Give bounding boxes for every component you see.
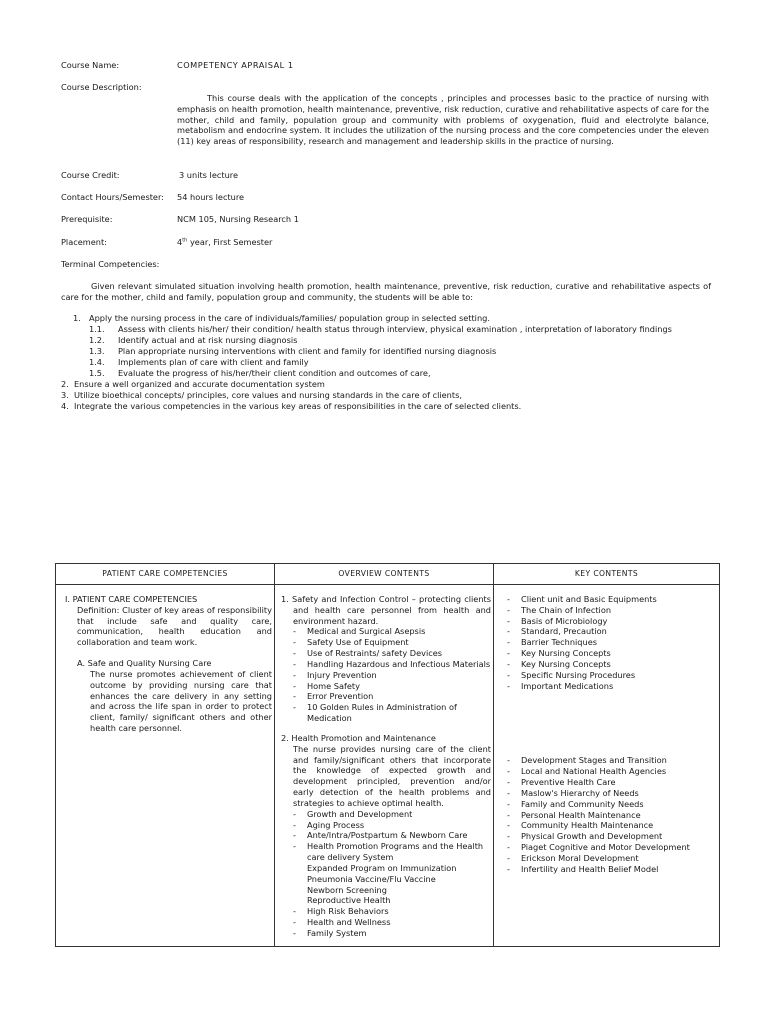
header-patient-care-competencies: PATIENT CARE COMPETENCIES [56, 564, 275, 585]
sub-list-item: Expanded Program on Immunization [307, 862, 457, 873]
course-description-text: This course deals with the application of the concepts , principles and processes basic to the practice of nursing with emphasis on health promotion, health maintenance, preventive, risk reduction, curative and rehabilitative aspects of care for the mother, child and family, population group and community with problems of oxygenation, fluid and electrolyte balance, metabolism and endocrine system. It includes the utilization of the nursing process and the core competencies under the eleven (11) key areas of responsibility, research and management and leadership skills in the practice of nursing. [177, 93, 709, 147]
bullet-dash: - [293, 658, 296, 669]
bullet-dash: - [293, 830, 296, 841]
header-overview-contents: OVERVIEW CONTENTS [275, 564, 494, 585]
section-heading: I. PATIENT CARE COMPETENCIES [65, 594, 198, 604]
health-promotion-text: The nurse provides nursing care of the client and family/significant others that incorporate the knowledge of expected growth and development principled, prevention and/or early detection of the health problems and strategies to achieve optimal health. [293, 743, 491, 808]
list-item [281, 906, 491, 917]
bullet-dash: - [293, 626, 296, 637]
bullet-dash: - [293, 927, 296, 938]
list-item-text: Preventive Health Care [521, 777, 616, 788]
sub-list-item: Newborn Screening [307, 884, 387, 895]
list-item [61, 379, 721, 390]
list-item [507, 755, 717, 766]
list-item [281, 681, 491, 692]
bullet-dash: - [293, 669, 296, 680]
list-item-text: Health and Wellness [307, 917, 391, 928]
list-item [61, 401, 721, 412]
sub-item-number: 1.3. [89, 346, 105, 356]
terminal-intro [61, 281, 711, 303]
list-item [281, 917, 491, 928]
course-credit-label: Course Credit: [61, 170, 120, 180]
bullet-dash: - [293, 808, 296, 819]
list-item-text: Standard, Precaution [521, 626, 607, 637]
bullet-dash: - [507, 626, 510, 637]
list-item [281, 670, 491, 681]
list-item [507, 659, 717, 670]
list-item-text: Barrier Techniques [521, 637, 597, 648]
placement-suffix: th [182, 237, 188, 244]
sub-list-item [61, 368, 721, 379]
list-item [507, 788, 717, 799]
list-item-number: 1. [73, 313, 81, 323]
bullet-dash: - [507, 637, 510, 648]
list-item-text: Health Promotion Programs and the Health care delivery System [307, 841, 484, 863]
list-item-number: 4. [61, 401, 69, 411]
list-item-text: Error Prevention [307, 691, 374, 702]
list-item-text: Specific Nursing Procedures [521, 669, 636, 680]
contact-hours-value: 54 hours lecture [177, 192, 245, 202]
bullet-dash: - [507, 680, 510, 691]
list-item-number: 2. [61, 379, 69, 389]
sub-list-item: Pneumonia Vaccine/Flu Vaccine [307, 873, 436, 884]
health-promotion-title: 2. Health Promotion and Maintenance [281, 732, 436, 743]
sub-item-text: Plan appropriate nursing interventions with client and family for identified nursing diagnosis [118, 346, 497, 356]
list-item-text: Community Health Maintenance [521, 820, 654, 831]
list-item-text: Use of Restraints/ safety Devices [307, 648, 443, 659]
list-item-text: Important Medications [521, 680, 614, 691]
placement-value [177, 237, 272, 248]
list-item [507, 842, 717, 853]
list-item [507, 799, 717, 810]
list-item [281, 809, 491, 820]
list-item-text: Home Safety [307, 680, 360, 691]
sub-item-number: 1.2. [89, 335, 105, 345]
course-name-label: Course Name: [61, 60, 120, 70]
bullet-dash: - [507, 648, 510, 659]
sub-item-number: 1.1. [89, 324, 105, 334]
placement-label: Placement: [61, 237, 107, 247]
sub-item-number: 1.4. [89, 357, 105, 367]
list-item [281, 626, 491, 637]
bullet-dash: - [293, 691, 296, 702]
safety-infection-title: 1. Safety and Infection Control – protecting clients and health care personnel from health and environment hazard. [281, 594, 491, 626]
list-item [61, 390, 721, 401]
subsection-heading: A. Safe and Quality Nursing Care [77, 658, 212, 669]
list-item-number: 3. [61, 390, 69, 400]
list-item [281, 659, 491, 670]
placement-number: 4 [177, 237, 183, 247]
header-key-contents: KEY CONTENTS [494, 564, 720, 585]
placement-text: year, First Semester [187, 237, 273, 247]
list-item-text: Integrate the various competencies in the various key areas of responsibilities in the care of selected clients. [74, 401, 522, 411]
list-item-text: Apply the nursing process in the care of individuals/families/ population group in selected setting. [89, 313, 490, 323]
list-item [507, 670, 717, 681]
list-item-text: Client unit and Basic Equipments [521, 594, 657, 604]
list-item [281, 648, 491, 659]
list-item-text: Basis of Microbiology [521, 615, 608, 626]
list-item-text: Utilize bioethical concepts/ principles, core values and nursing standards in the care of clients, [74, 390, 462, 400]
list-item-text: Key Nursing Concepts [521, 648, 611, 659]
sub-item-text: Evaluate the progress of his/her/their client condition and outcomes of care, [118, 368, 431, 378]
list-item [281, 702, 491, 724]
terminal-intro-text: Given relevant simulated situation involving health promotion, health maintenance, preventive, risk reduction, curative and rehabilitative aspects of care for the mother, child and family, population group and community, the students will be able to: [61, 281, 711, 302]
bullet-dash: - [293, 637, 296, 648]
list-item [507, 616, 717, 627]
course-name-value: COMPETENCY APRAISAL 1 [177, 60, 294, 70]
subsection-text: The nurse promotes achievement of client outcome by providing nursing care that enhances the care delivery in any setting and across the life span in order to protect client, family/ significant others and other health care personnel. [90, 668, 272, 734]
competency-table [55, 563, 720, 947]
list-item [507, 853, 717, 864]
patient-care-cell [56, 585, 275, 947]
list-item-text: Infertility and Health Belief Model [521, 863, 659, 874]
list-item-text: Handling Hazardous and Infectious Materials [307, 658, 491, 669]
list-item-text: Growth and Development [307, 808, 413, 819]
sub-item-text: Identify actual and at risk nursing diagnosis [118, 335, 298, 345]
list-item [507, 810, 717, 821]
bullet-dash: - [507, 658, 510, 669]
bullet-dash: - [293, 841, 296, 852]
overview-cell [275, 585, 494, 947]
bullet-dash: - [293, 819, 296, 830]
key-contents-cell [494, 585, 720, 947]
course-credit-value: 3 units lecture [179, 170, 238, 180]
bullet-dash: - [507, 798, 510, 809]
list-item-text: Development Stages and Transition [521, 755, 667, 766]
list-item [507, 594, 717, 605]
course-description-label: Course Description: [61, 82, 142, 92]
sub-list-item [61, 357, 721, 368]
bullet-dash: - [507, 766, 510, 777]
terminal-competencies-label: Terminal Competencies: [61, 259, 160, 269]
bullet-dash: - [507, 669, 510, 680]
prerequisite-label: Prerequisite: [61, 214, 113, 224]
bullet-dash: - [507, 831, 510, 842]
list-item-text: Family and Community Needs [521, 798, 644, 809]
list-item-text: Ante/Intra/Postpartum & Newborn Care [307, 830, 468, 841]
list-item [281, 841, 491, 863]
sub-list-item [61, 335, 721, 346]
bullet-dash: - [293, 648, 296, 659]
bullet-dash: - [507, 842, 510, 853]
bullet-dash: - [507, 594, 510, 604]
sub-list-item: Reproductive Health [307, 895, 391, 906]
list-item [507, 637, 717, 648]
bullet-dash: - [507, 604, 510, 615]
bullet-dash: - [293, 917, 296, 928]
list-item [281, 820, 491, 831]
list-item-text: High Risk Behaviors [307, 906, 389, 917]
contact-hours-label: Contact Hours/Semester: [61, 192, 164, 202]
bullet-dash: - [507, 809, 510, 820]
definition-text: Definition: Cluster of key areas of responsibility that include safe and quality care, communication, health education and collaboration and team work. [77, 604, 272, 648]
list-item-text: Medical and Surgical Asepsis [307, 626, 426, 637]
list-item-text: Injury Prevention [307, 669, 377, 680]
prerequisite-value: NCM 105, Nursing Research 1 [177, 214, 299, 224]
list-item [507, 864, 717, 875]
list-item-text: Physical Growth and Development [521, 831, 663, 842]
list-item [507, 626, 717, 637]
list-item [507, 820, 717, 831]
table-row [56, 585, 720, 947]
course-description [177, 93, 709, 147]
list-item-text: Key Nursing Concepts [521, 658, 611, 669]
list-item-text: Ensure a well organized and accurate documentation system [74, 379, 325, 389]
list-item-text: Family System [307, 927, 367, 938]
bullet-dash: - [507, 755, 510, 766]
list-item-text: Piaget Cognitive and Motor Development [521, 842, 690, 853]
bullet-dash: - [507, 787, 510, 798]
bullet-dash: - [293, 702, 296, 713]
list-item [507, 605, 717, 616]
sub-item-number: 1.5. [89, 368, 105, 378]
list-item [507, 766, 717, 777]
bullet-dash: - [507, 863, 510, 874]
sub-item-text: Implements plan of care with client and family [118, 357, 309, 367]
sub-item-text: Assess with clients his/her/ their condition/ health status through interview, physical examination , interpretation of laboratory findings [118, 324, 672, 334]
list-item [281, 928, 491, 939]
bullet-dash: - [507, 777, 510, 788]
table-header-row [56, 564, 720, 585]
list-item-text: Safety Use of Equipment [307, 637, 409, 648]
list-item [281, 637, 491, 648]
list-item [507, 681, 717, 692]
list-item-text: Erickson Moral Development [521, 852, 639, 863]
bullet-dash: - [507, 820, 510, 831]
list-item [61, 313, 721, 324]
list-item-text: Local and National Health Agencies [521, 766, 667, 777]
list-item-text: Aging Process [307, 819, 365, 830]
list-item [507, 777, 717, 788]
bullet-dash: - [507, 852, 510, 863]
list-item [281, 691, 491, 702]
list-item-text: Personal Health Maintenance [521, 809, 641, 820]
bullet-dash: - [293, 680, 296, 691]
list-item [507, 648, 717, 659]
bullet-dash: - [507, 615, 510, 626]
bullet-dash: - [293, 906, 296, 917]
list-item-text: Maslow's Hierarchy of Needs [521, 787, 639, 798]
list-item-text: The Chain of Infection [521, 604, 612, 615]
sub-list-item [61, 324, 721, 335]
sub-list-item [61, 346, 721, 357]
list-item-text: 10 Golden Rules in Administration of Medication [307, 702, 457, 724]
list-item [507, 831, 717, 842]
competency-list [61, 313, 721, 412]
list-item [281, 830, 491, 841]
